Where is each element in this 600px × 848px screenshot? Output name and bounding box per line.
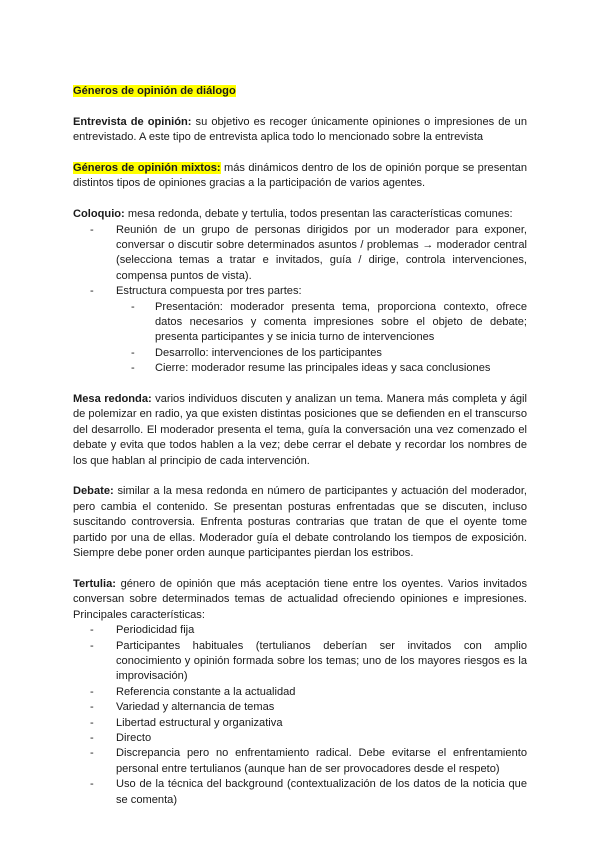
- list-item-text: Discrepancia pero no enfrentamiento radical. Debe evitarse el enfrentamiento personal entre tertulianos (aunque han de ser provocadores desde el respeto): [116, 747, 527, 775]
- list-item: [131, 361, 527, 376]
- spacer: [73, 377, 527, 392]
- list-item: [73, 685, 527, 700]
- debate-text: similar a la mesa redonda en número de participantes y actuación del moderador, pero cambia el contenido. Se presentan posturas enfrentadas que se discuten, incluso suscitando controversia. Enfrenta posturas contrarias que tratan de que el oyente tome partido por una de ellas. Moderador guía el debate controlando los tiempos de exposición. Siempre debe poner orden aunque participantes pierdan los estribos.: [73, 485, 527, 560]
- bullet-dash: -: [90, 701, 94, 714]
- entrevista-label: Entrevista de opinión:: [73, 115, 192, 128]
- list-item-text: Referencia constante a la actualidad: [116, 685, 296, 698]
- list-item-text: Libertad estructural y organizativa: [116, 716, 283, 729]
- list-item-text: Cierre: moderador resume las principales ideas y saca conclusiones: [155, 362, 491, 375]
- entrevista-paragraph: [73, 115, 527, 146]
- list-item-text: Variedad y alternancia de temas: [116, 701, 275, 714]
- bullet-dash: -: [90, 685, 94, 698]
- list-item: [73, 284, 527, 376]
- entrevista-text: su objetivo es recoger únicamente opiniones o impresiones de un entrevistado. A este tipo de entrevista aplica todo lo mencionado sobre la entrevista: [73, 115, 527, 144]
- coloquio-paragraph: [73, 207, 527, 222]
- list-item: [73, 623, 527, 638]
- coloquio-sublist: [116, 300, 527, 377]
- coloquio-list: [73, 223, 527, 377]
- bullet-dash: -: [90, 778, 94, 791]
- bullet-dash: -: [131, 362, 135, 375]
- list-item-text: Uso de la técnica del background (contextualización de los datos de la noticia que se comenta): [116, 778, 527, 806]
- mesa-label: Mesa redonda:: [73, 393, 152, 406]
- bullet-dash: -: [90, 285, 94, 298]
- tertulia-paragraph: [73, 577, 527, 623]
- list-item: [73, 716, 527, 731]
- list-item: [131, 346, 527, 361]
- document-body: [73, 84, 527, 808]
- list-item: [73, 639, 527, 685]
- spacer: [73, 562, 527, 577]
- tertulia-label: Tertulia:: [73, 577, 116, 590]
- spacer: [73, 146, 527, 161]
- section-title-text: Géneros de opinión de diálogo: [73, 85, 236, 97]
- tertulia-list: [73, 623, 527, 808]
- list-item-text: Periodicidad fija: [116, 624, 195, 637]
- mesa-text: varios individuos discuten y analizan un tema. Manera más completa y ágil de polemizar en radio, ya que existen distintas posiciones que se defienden en el transcurso del desarrollo. El moderador presenta el tema, guía la conversación una vez comenzado el debate y evita que todos hablen a la vez; debe cerrar el debate y recordar los nombres de los que hablan al principio de cada intervención.: [73, 393, 527, 467]
- spacer: [73, 469, 527, 484]
- coloquio-text: mesa redonda, debate y tertulia, todos presentan las características comunes:: [124, 208, 513, 221]
- coloquio-label: Coloquio:: [73, 208, 125, 221]
- list-item: [73, 746, 527, 777]
- list-item: [73, 223, 527, 285]
- list-item: [73, 777, 527, 808]
- bullet-dash: -: [90, 639, 94, 652]
- list-item-text: Directo: [116, 731, 152, 744]
- mixtos-text: más dinámicos dentro de los de opinión porque se presentan distintos tipos de opiniones gracias a la participación de varios agentes.: [73, 162, 528, 190]
- spacer: [73, 192, 527, 207]
- list-item: [73, 731, 527, 746]
- debate-label: Debate:: [73, 485, 114, 498]
- bullet-dash: -: [131, 346, 135, 359]
- list-item-text: Participantes habituales (tertulianos deberían ser invitados con amplio conocimiento y opinión formada sobre los temas; uno de los mayores riesgos es la improvisación): [116, 639, 527, 683]
- bullet-dash: -: [90, 716, 94, 729]
- bullet-dash: -: [90, 731, 94, 744]
- mixtos-label: Géneros de opinión mixtos:: [73, 162, 221, 174]
- mixtos-paragraph: [73, 161, 527, 192]
- bullet-dash: -: [90, 223, 94, 236]
- list-item-text: Desarrollo: intervenciones de los participantes: [155, 346, 382, 359]
- list-item: [131, 300, 527, 346]
- debate-paragraph: [73, 484, 527, 561]
- list-item-text: Presentación: moderador presenta tema, proporciona contexto, ofrece datos necesarios y comenta impresiones sobre el objeto de debate; presenta participantes y se inicia turno de intervenciones: [155, 300, 527, 344]
- tertulia-text: género de opinión que más aceptación tiene entre los oyentes. Varios invitados conversan sobre determinados temas de actualidad ofreciendo opiniones e impresiones. Principales características:: [73, 577, 527, 621]
- mesa-paragraph: [73, 392, 527, 469]
- bullet-dash: -: [90, 747, 94, 760]
- bullet-dash: -: [90, 624, 94, 637]
- spacer: [73, 99, 527, 114]
- list-item-text: Estructura compuesta por tres partes:: [116, 285, 302, 298]
- bullet-dash: -: [131, 300, 135, 313]
- list-item-text: Reunión de un grupo de personas dirigidos por un moderador para exponer, conversar o discutir sobre determinados asuntos / problemas → moderador central (selecciona temas a tratar e invitados, guía / dirige, controla intervenciones, compensa puntos de vista).: [116, 223, 527, 282]
- list-item: [73, 700, 527, 715]
- section-title: [73, 84, 527, 99]
